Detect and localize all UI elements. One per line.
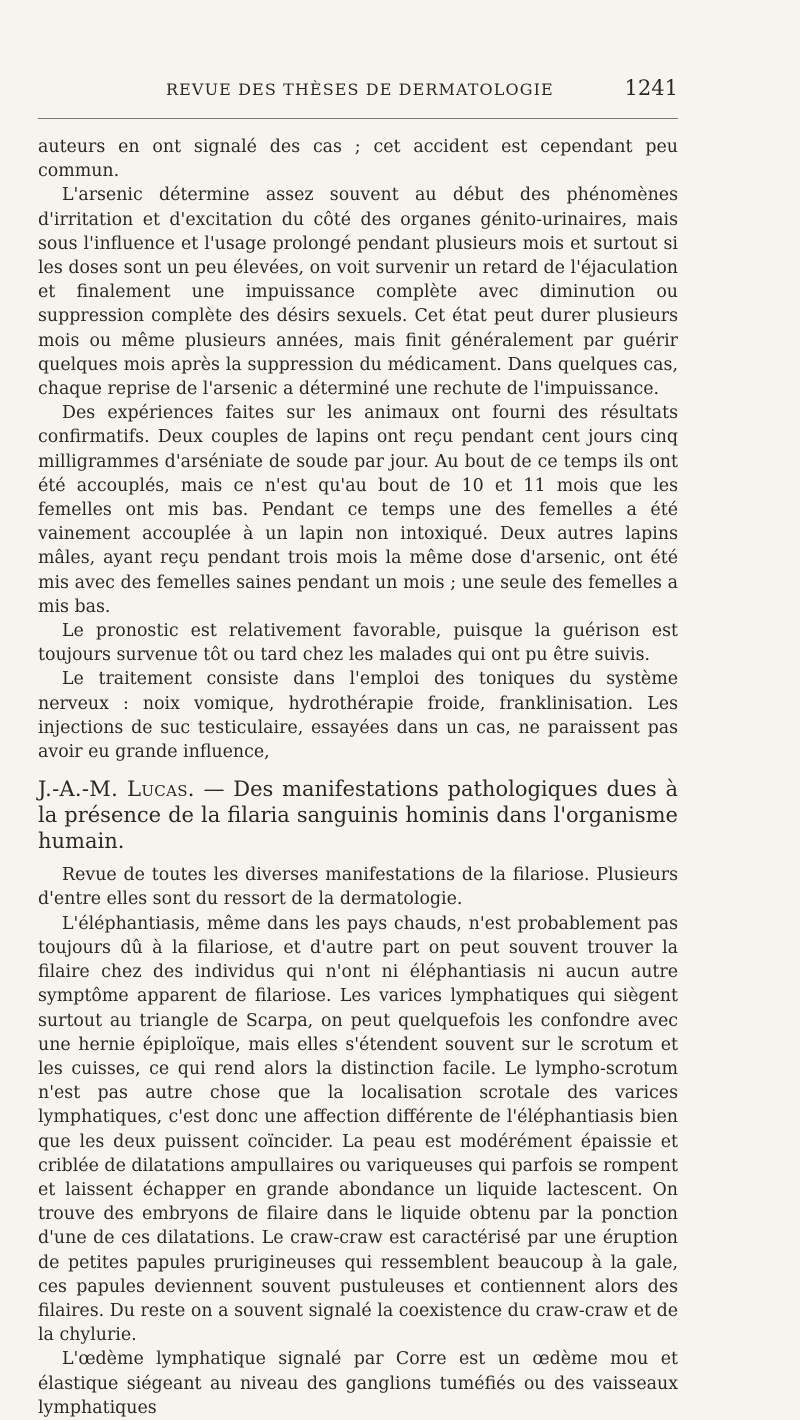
paragraph-arsenic-effects: L'arsenic détermine assez souvent au début des phénomènes d'irritation et d'excitation du côté des organes génito-urinaires, mais sous l'influence et l'usage prolongé pendant plusieurs mois et surtout si les doses sont un peu élevées, on voit survenir un retard de l'éjaculation et finalement une impuissance complète avec diminution ou suppression complète des désirs sexuels. Cet état peut durer plusieurs mois ou même plusieurs années, mais finit généralement par guérir quelques mois après la suppression du médicament. Dans quelques cas, chaque reprise de l'arsenic a déterminé une rechute de l'impuissance.: [38, 185, 678, 400]
page-number: 1241: [624, 76, 678, 100]
article-title: — Des manifestations pathologiques dues à la présence de la filaria sanguinis hominis dans l'organisme humain.: [38, 777, 678, 854]
paragraph-treatment: Le traitement consiste dans l'emploi des toniques du système nerveux : noix vomique, hydrothérapie froide, franklinisation. Les injections de suc testiculaire, essayées dans un cas, ne paraissent pas avoir eu grande influence,: [38, 669, 678, 763]
article-author: J.-A.-M. Lucas.: [38, 777, 195, 802]
paragraph-review-summary: Revue de toutes les diverses manifestations de la filariose. Plusieurs d'entre elles sont du ressort de la dermatologie.: [38, 865, 678, 910]
paragraph-lymphatic-oedema: L'œdème lymphatique signalé par Corre est un œdème mou et élastique siégeant au niveau des ganglions tuméfiés ou des vaisseaux lymphatiques: [38, 1349, 678, 1418]
paragraph-prognosis: Le pronostic est relativement favorable, puisque la guérison est toujours survenue tôt ou tard chez les malades qui ont pu être suivis.: [38, 621, 678, 666]
header-rule: [38, 118, 678, 119]
text-body: [38, 135, 678, 1420]
article-heading: [38, 776, 678, 854]
running-title: REVUE DES THÈSES DE DERMATOLOGIE: [166, 80, 554, 99]
paragraph-animal-experiments: Des expériences faites sur les animaux ont fourni des résultats confirmatifs. Deux couples de lapins ont reçu pendant cent jours cinq milligrammes d'arséniate de soude par jour. Au bout de ce temps ils ont été accouplés, mais ce n'est qu'au bout de 10 et 11 mois que les femelles ont mis bas. Pendant ce temps une des femelles a été vainement accouplée à un lapin non intoxiqué. Deux autres lapins mâles, ayant reçu pendant trois mois la même dose d'arsenic, ont été mis avec des femelles saines pendant un mois ; une seule des femelles a mis bas.: [38, 403, 678, 617]
page-header: [38, 76, 678, 106]
paragraph-elephantiasis: L'éléphantiasis, même dans les pays chauds, n'est probablement pas toujours dû à la filariose, et d'autre part on peut souvent trouver la filaire chez des individus qui n'ont ni éléphantiasis ni aucun autre symptôme apparent de filariose. Les varices lymphatiques qui siègent surtout au triangle de Scarpa, on peut quelquefois les confondre avec une hernie épiploïque, mais elles s'étendent souvent sur le scrotum et les cuisses, ce qui rend alors la distinction facile. Le lympho-scrotum n'est pas autre chose que la localisation scrotale des varices lymphatiques, c'est donc une affection différente de l'éléphantiasis bien que les deux puissent coïncider. La peau est modérément épaissie et criblée de dilatations ampullaires ou variqueuses qui parfois se rompent et laissent échapper en grande abondance un liquide lactescent. On trouve des embryons de filaire dans le liquide obtenu par la ponction d'une de ces dilatations. Le craw-craw est caractérisé par une éruption de petites papules prurigineuses qui ressemblent beaucoup à la gale, ces papules deviennent souvent pustuleuses et contiennent alors des filaires. Du reste on a souvent signalé la coexistence du craw-craw et de la chylurie.: [38, 913, 678, 1346]
paragraph-continuation: auteurs en ont signalé des cas ; cet accident est cependant peu commun.: [38, 137, 678, 182]
